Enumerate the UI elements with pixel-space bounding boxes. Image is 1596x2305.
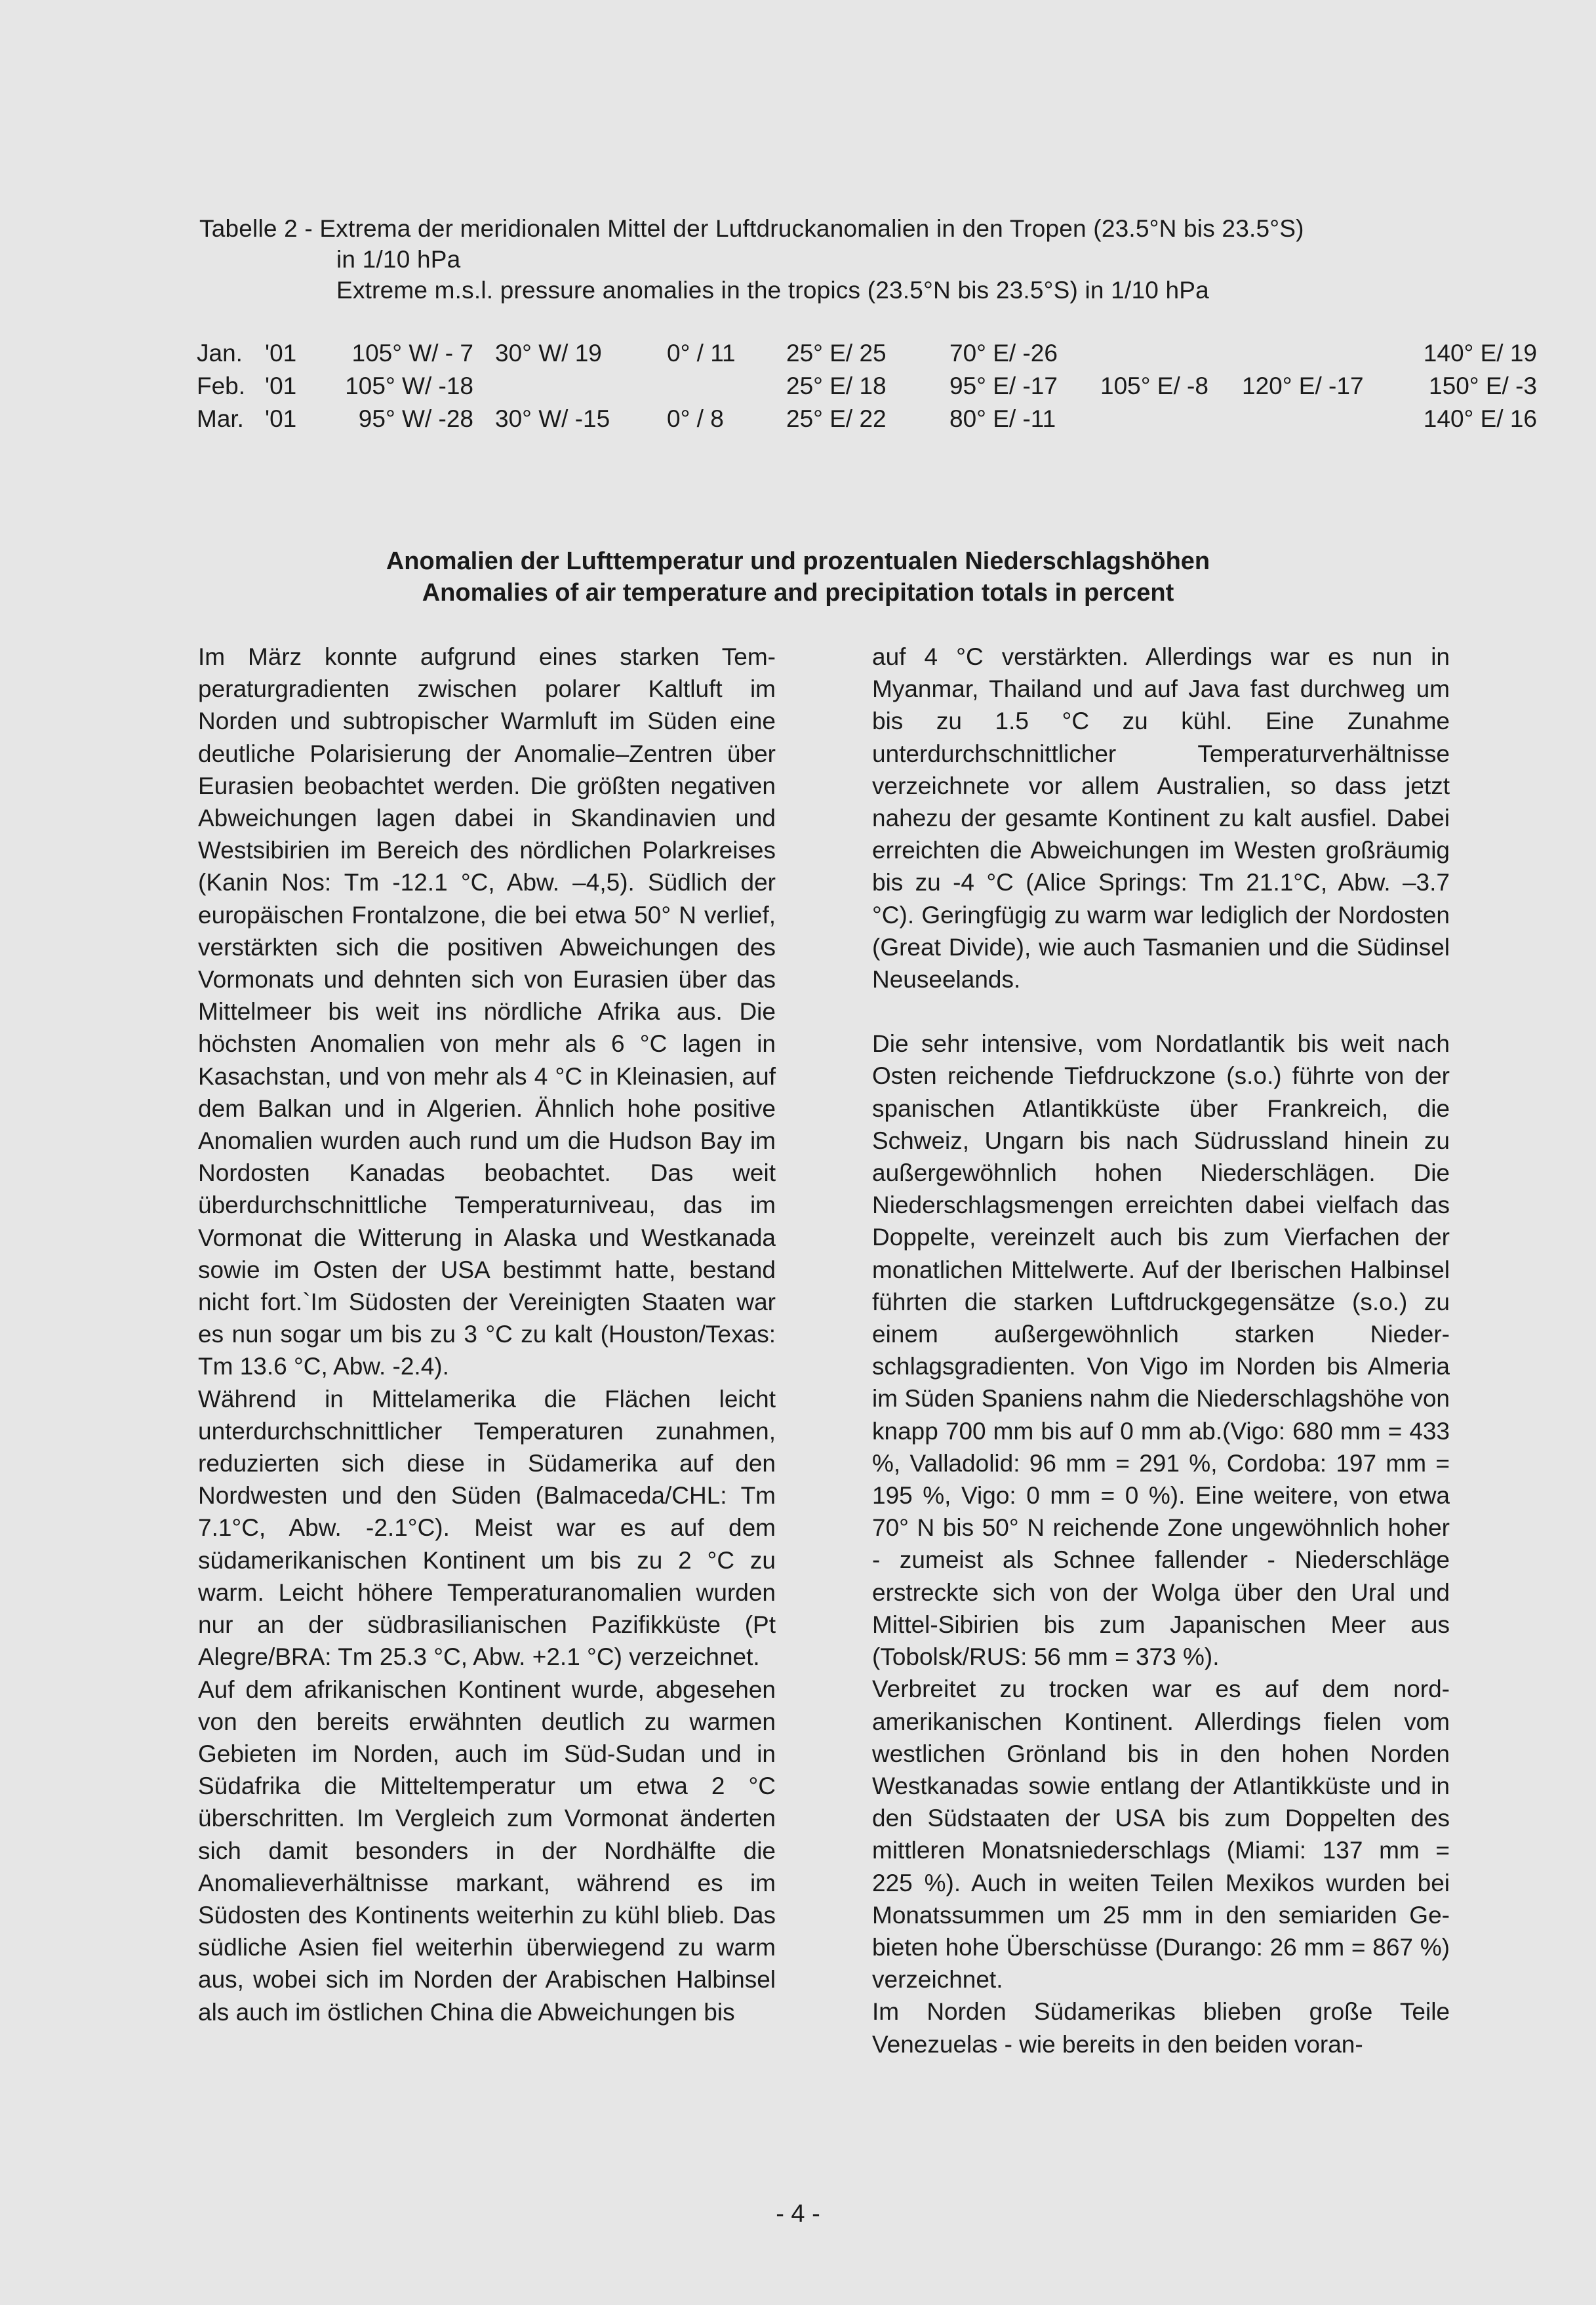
caption-unit: in 1/10 hPa bbox=[336, 246, 461, 273]
extrema-table bbox=[197, 337, 1541, 435]
left-text-column bbox=[198, 641, 776, 2028]
paragraph: Während in Mittelamerika die Flächen leicht unterdurchschnittlicher Temperaturen zunahmen, reduzierten sich diese in Südamerika auf den Nordwesten und den Süden (Balmaceda/CHL: Tm 7.1°C, Abw. -2.1°C). Meist war es auf dem südamerikanischen Kontinent um bis zu 2 °C zu warm. Leicht höhere Temperaturanomalien wurden nur an der südbrasilianischen Pazifikküste (Pt Alegre/BRA: Tm 25.3 °C, Abw. +2.1 °C) verzeichnet. bbox=[198, 1385, 776, 1671]
paragraph: Verbreitet zu trocken war es auf dem nordamerikanischen Kontinent. Allerdings fielen vom westlichen Grönland bis in den hohen Norden Westkanadas sowie entlang der Atlantikküste und in den Südstaaten der USA bis zum Doppelten des mittleren Monatsniederschlags (Miami: 137 mm = 225 %). Auch in weiten Teilen Mexikos wurden bei Monatssummen um 25 mm in den semiariden Gebieten hohe Überschüsse (Durango: 26 mm = 867 %) verzeichnet. bbox=[872, 1675, 1450, 1994]
paragraph: Auf dem afrikanischen Kontinent wurde, abgesehen von den bereits erwähnten deutlich zu warmen Gebieten im Norden, auch im Süd-Sudan und in Südafrika die Mitteltemperatur um etwa 2 °C überschritten. Im Vergleich zum Vormonat änderten sich damit besonders in der Nordhälfte die Anomalieverhältnisse markant, während es im Südosten des Kontinents weiterhin zu kühl blieb. Das südliche Asien fiel weiterhin überwiegend zu warm aus, wobei sich im Norden der Arabischen Halbinsel als auch im östlichen China die Abweichungen bis bbox=[198, 1675, 776, 2026]
heading-german: Anomalien der Lufttemperatur und prozentualen Niederschlagshöhen bbox=[386, 548, 1210, 575]
extremum-cell: 25° E/ 22 bbox=[786, 405, 887, 432]
extremum-cell: 30° W/ 19 bbox=[495, 340, 602, 367]
paragraph: Im Norden Südamerikas blieben große Teile Venezuelas - wie bereits in den beiden voran- bbox=[872, 1998, 1450, 2058]
table-row bbox=[197, 337, 1541, 370]
extremum-cell: 105° W/ -18 bbox=[345, 372, 473, 399]
extremum-cell: 0° / 8 bbox=[667, 405, 724, 432]
paragraph: Die sehr intensive, vom Nordatlantik bis weit nach Osten reichende Tiefdruckzone (s.o.) führte von der spanischen Atlantikküste über Frankreich, die Schweiz, Ungarn bis nach Südrussland hinein zu außergewöhnlich hohen Niederschlägen. Die Niederschlagsmengen erreichten dabei vielfach das Doppelte, vereinzelt auch bis zum Vierfachen der monatlichen Mittelwerte. Auf der Iberischen Halbinsel führten die starken Luftdruckgegensätze (s.o.) zu einem außergewöhnlich starken Niederschlagsgradienten. Von Vigo im Norden bis Almeria im Süden Spaniens nahm die Niederschlagshöhe von knapp 700 mm bis auf 0 mm ab.(Vigo: 680 mm = 433 %, Valladolid: 96 mm = 291 %, Cordoba: 197 mm = 195 %, Vigo: 0 mm = 0 %). Eine weitere, von etwa 70° N bis 50° N reichende Zone ungewöhnlich hoher - zumeist als Schnee fallender - Niederschläge erstreckte sich von der Wolga über den Ural und Mittel-Sibirien bis zum Japanischen Meer aus (Tobolsk/RUS: 56 mm = 373 %). bbox=[872, 1030, 1450, 1671]
extremum-cell: 80° E/ -11 bbox=[949, 405, 1056, 432]
extremum-cell: 25° E/ 18 bbox=[786, 372, 887, 399]
table-caption bbox=[199, 213, 1304, 306]
extremum-cell: 120° E/ -17 bbox=[1242, 372, 1364, 399]
extremum-cell: 140° E/ 19 bbox=[1423, 340, 1537, 367]
paragraph: Im März konnte aufgrund eines starken Temperaturgradienten zwischen polarer Kaltluft im Norden und subtropischer Warmluft im Süden eine deutliche Polarisierung der Anomalie–Zentren über Eurasien beobachtet werden. Die größten negativen Abweichungen lagen dabei in Skandinavien und Westsibirien im Bereich des nördlichen Polarkreises (Kanin Nos: Tm -12.1 °C, Abw. –4,5). Südlich der europäischen Frontalzone, die bei etwa 50° N verlief, verstärkten sich die positiven Abweichungen des Vormonats und dehnten sich von Eurasien über das Mittelmeer bis weit ins nördliche Afrika aus. Die höchsten Anomalien von mehr als 6 °C lagen in Kasachstan, und von mehr als 4 °C in Kleinasien, auf dem Balkan und in Algerien. Ähnlich hohe positive Anomalien wurden auch rund um die Hudson Bay im Nordosten Kanadas beobachtet. Das weit überdurchschnittliche Temperaturniveau, das im Vormonat die Witterung in Alaska und Westkanada sowie im Osten der USA bestimmt hatte, bestand nicht fort.`Im Südosten der Vereinigten Staaten war es nun sogar um bis zu 3 °C zu kalt (Houston/Texas: Tm 13.6 °C, Abw. -2.4). bbox=[198, 643, 776, 1380]
extremum-cell: 70° E/ -26 bbox=[949, 340, 1058, 367]
table-row bbox=[197, 370, 1541, 403]
extremum-cell: 140° E/ 16 bbox=[1423, 405, 1537, 432]
extremum-cell: 105° W/ - 7 bbox=[351, 340, 473, 367]
extremum-cell: 0° / 11 bbox=[667, 340, 736, 367]
extremum-cell: 25° E/ 25 bbox=[786, 340, 887, 367]
caption-title-en: Extreme m.s.l. pressure anomalies in the tropics (23.5°N bis 23.5°S) in 1/10 hPa bbox=[336, 277, 1209, 304]
year-cell: '01 bbox=[265, 340, 297, 367]
paragraph: auf 4 °C verstärkten. Allerdings war es nun in Myanmar, Thailand und auf Java fast durchweg um bis zu 1.5 °C zu kühl. Eine Zunahme unterdurchschnittlicher Temperaturverhältnisse verzeichnete vor allem Australien, so dass jetzt nahezu der gesamte Kontinent zu kalt ausfiel. Dabei erreichten die Abweichungen im Westen großräumig bis zu -4 °C (Alice Springs: Tm 21.1°C, Abw. –3.7 °C). Geringfügig zu warm war lediglich der Nordosten (Great Divide), wie auch Tasmanien und die Südinsel Neuseelands. bbox=[872, 643, 1450, 993]
table-row bbox=[197, 403, 1541, 435]
paragraph-gap bbox=[872, 995, 1450, 1028]
extremum-cell: 150° E/ -3 bbox=[1429, 372, 1537, 399]
extremum-cell: 95° W/ -28 bbox=[358, 405, 473, 432]
extremum-cell: 105° E/ -8 bbox=[1100, 372, 1208, 399]
right-text-column bbox=[872, 641, 1450, 2060]
caption-title-de: Tabelle 2 - Extrema der meridionalen Mittel der Luftdruckanomalien in den Tropen (23.5°N bis 23.5°S) bbox=[199, 215, 1304, 242]
extremum-cell: 95° E/ -17 bbox=[949, 372, 1058, 399]
year-cell: '01 bbox=[265, 405, 297, 432]
month-cell: Feb. bbox=[197, 372, 246, 399]
page-number: - 4 - bbox=[776, 2200, 820, 2228]
month-cell: Jan. bbox=[197, 340, 243, 367]
heading-english: Anomalies of air temperature and precipitation totals in percent bbox=[422, 579, 1174, 607]
month-cell: Mar. bbox=[197, 405, 244, 432]
extremum-cell: 30° W/ -15 bbox=[495, 405, 610, 432]
section-heading bbox=[0, 546, 1596, 609]
year-cell: '01 bbox=[265, 372, 297, 399]
